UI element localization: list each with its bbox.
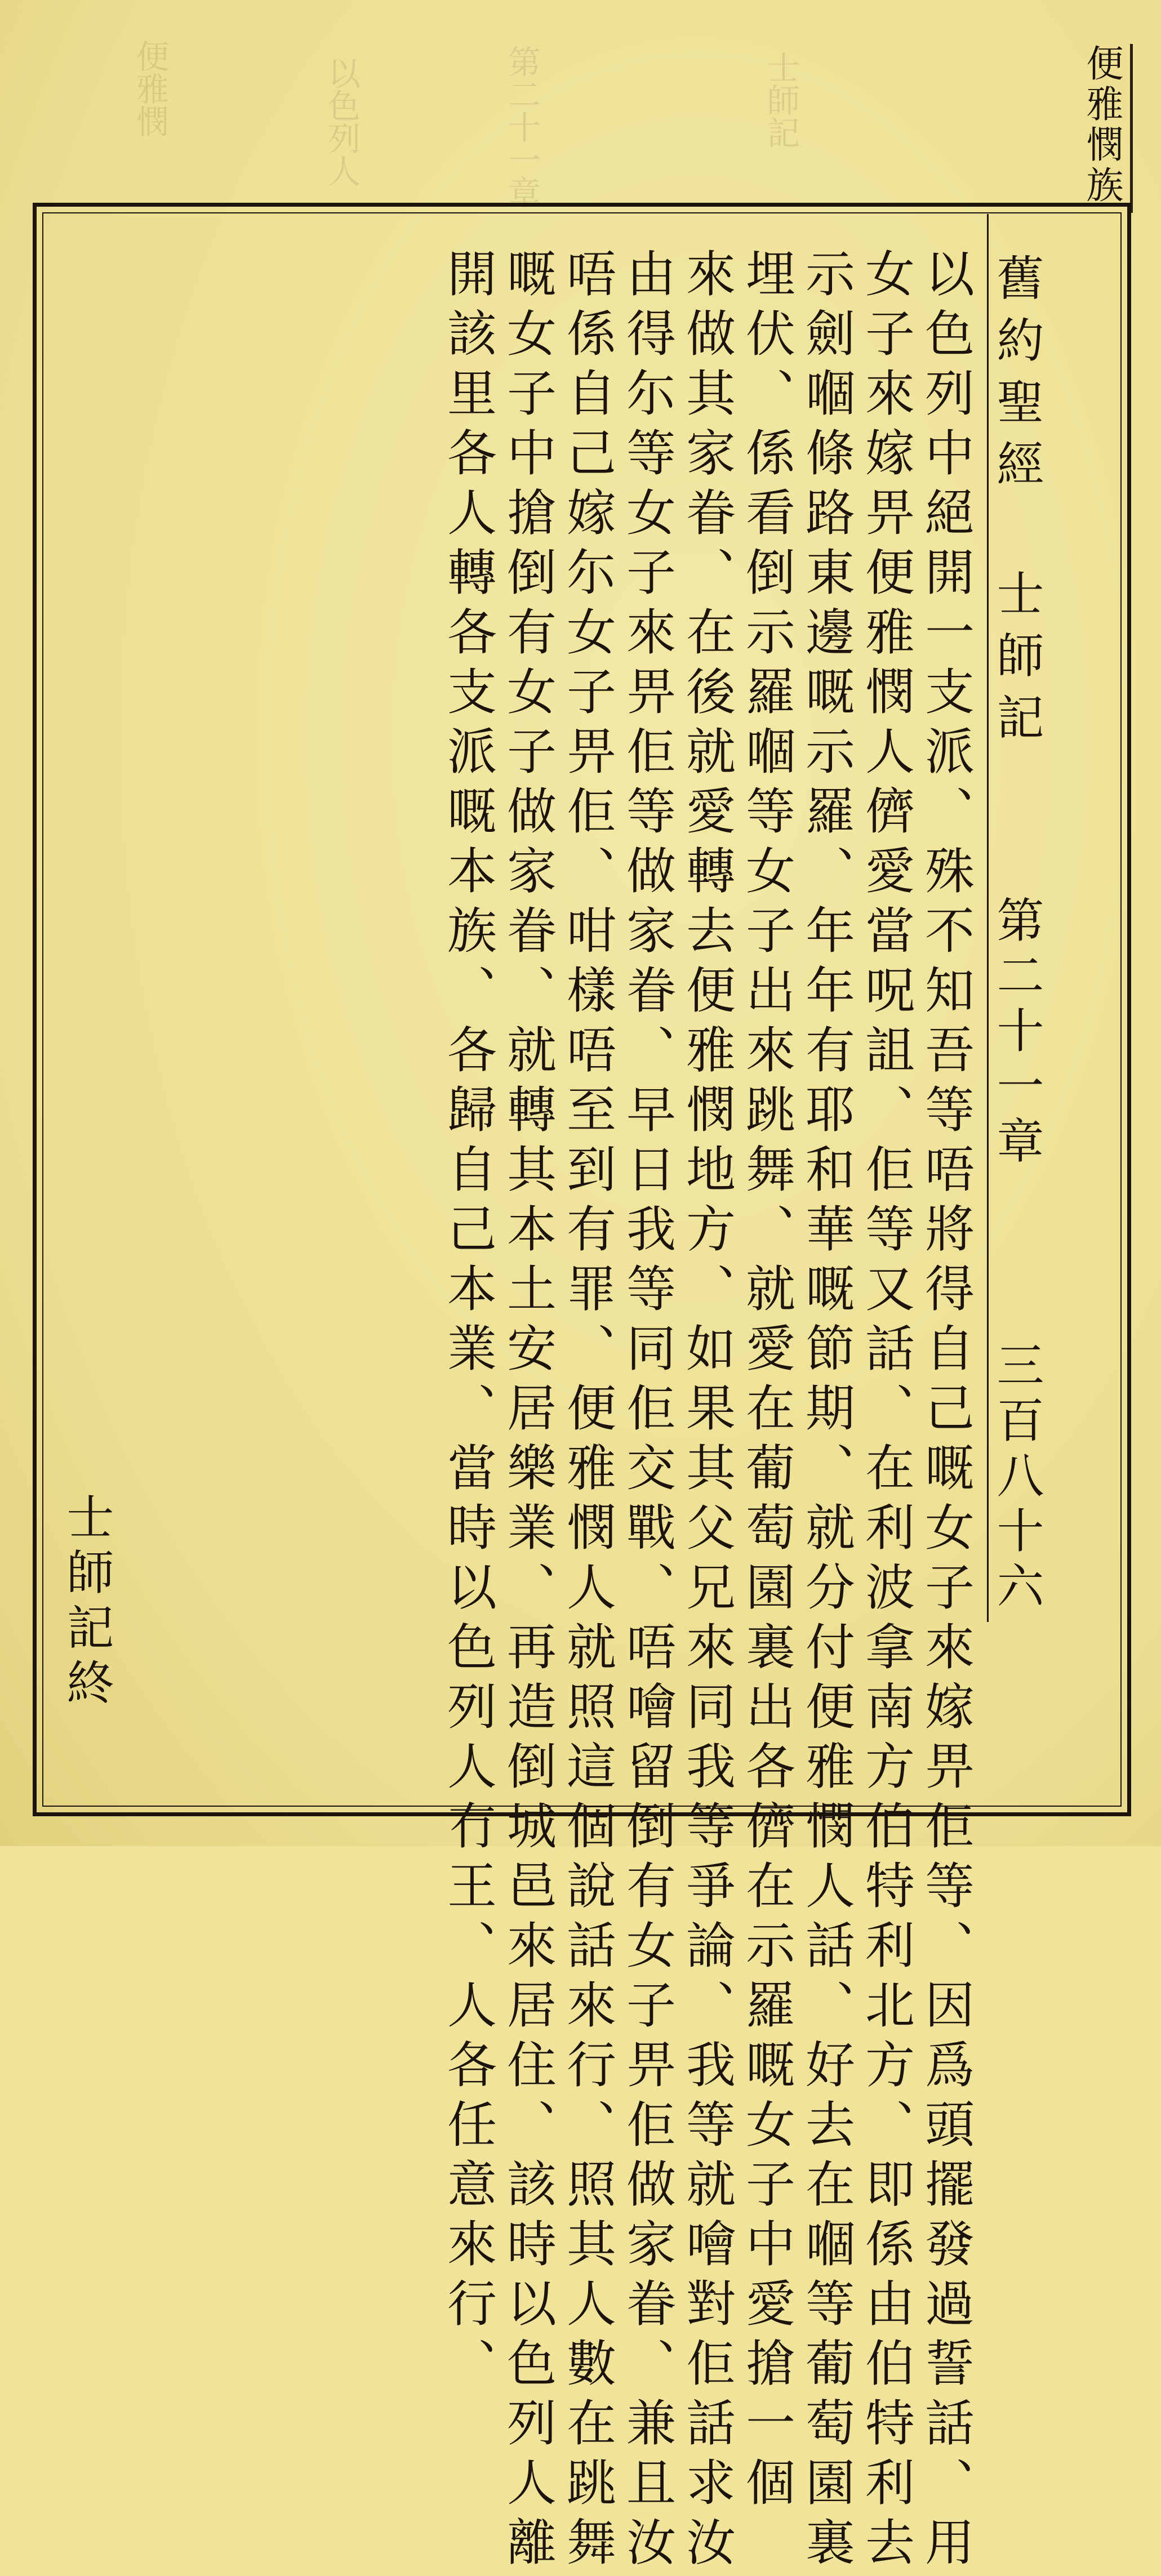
bleed-through-1: 士師記	[762, 51, 800, 149]
body-line-4: 埋伏、係看倒示羅嗰等女子出來跳舞、就愛在葡萄園裏出各儕在示羅嘅女子中愛搶一個	[738, 248, 796, 2516]
body-line-1: 以色列中絕開一支派、殊不知吾等唔將得自己嘅女子來嫁畀佢等、因爲頭擺發過誓話、用	[917, 248, 975, 2576]
book-collection-title: 舊約聖經	[989, 253, 1044, 501]
bleed-through-3: 以色列人	[322, 56, 361, 187]
body-line-8: 嘅女子中搶倒有女子做家眷、就轉其本土安居樂業、再造倒城邑來居住、該時以色列人離	[499, 248, 557, 2576]
proper-name-mark	[1130, 44, 1133, 213]
margin-running-title	[1067, 44, 1144, 206]
body-line-2: 女子來嫁畀便雅憫人儕愛當呪詛、佢等又話、在利波拿南方伯特利北方、即係由伯特利去	[857, 248, 915, 2576]
header-column	[987, 214, 1056, 1622]
book-name: 士師記	[989, 569, 1044, 755]
chapter-label: 第二十一章	[989, 895, 1044, 1171]
body-line-9: 開該里各人轉各支派嘅本族、各歸自己本業、當時以色列人冇王、人各任意來行、	[439, 248, 497, 2397]
book-end-mark: 士師記終	[59, 1492, 114, 1713]
bleed-through-2: 第二十一章	[502, 45, 541, 208]
body-line-3: 示劍嗰條路東邊嘅示羅、年年有耶和華嘅節期、就分付便雅憫人話、好去在嗰等葡萄園裏	[798, 248, 856, 2576]
bleed-through-4: 便雅憫	[131, 39, 169, 137]
margin-title-text: 便雅憫族	[1080, 44, 1123, 206]
page-number: 三百八十六	[989, 1340, 1044, 1616]
body-line-5: 來做其家眷、在後就愛轉去便雅憫地方、如果其父兄來同我等爭論、我等就噲對佢話求汝	[678, 248, 736, 2576]
body-line-6: 由得尓等女子來畀佢等做家眷、早日我等同佢交戰、唔噲留倒有女子畀佢做家眷、兼且汝	[619, 248, 677, 2576]
body-line-7: 唔係自己嫁尓女子畀佢、咁樣唔至到有罪、便雅憫人就照這個說話來行、照其人數在跳舞	[559, 248, 617, 2576]
